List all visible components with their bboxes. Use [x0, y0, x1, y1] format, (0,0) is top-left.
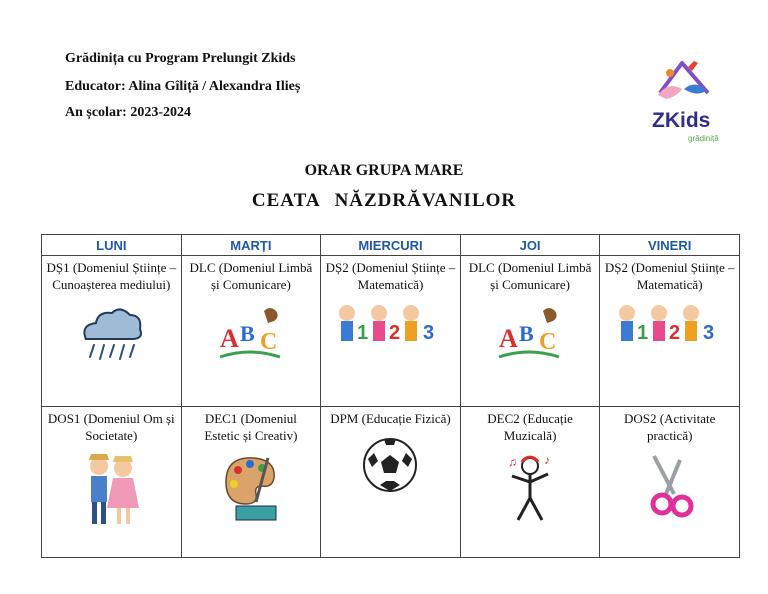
- cell-luni-1: [42, 256, 182, 407]
- cell-luni-2: [42, 407, 182, 558]
- school-year-value: 2023-2024: [130, 105, 191, 120]
- day-header-luni: LUNI: [42, 235, 182, 256]
- cell-joi-2: [460, 407, 600, 558]
- activity-label: DȘ1 (Domeniul Științe – Cunoașterea mediului): [46, 260, 177, 292]
- soccer-ball-icon: [360, 435, 420, 495]
- svg-text:A: A: [219, 324, 239, 353]
- cell-miercuri-2: [321, 407, 461, 558]
- activity-label: DLC (Domeniul Limbă și Comunicare): [189, 260, 313, 292]
- svg-text:1: 1: [636, 322, 648, 344]
- day-header-marti: MARȚI: [181, 235, 321, 256]
- activity-label: DLC (Domeniul Limbă și Comunicare): [468, 260, 592, 292]
- subtitle-word-1: CEATA: [251, 190, 321, 211]
- page-title: ORAR GRUPA MARE: [304, 162, 464, 179]
- abc-letters-icon: [495, 301, 565, 365]
- kids-numbers-icon: [335, 301, 445, 357]
- kindergarten-name: Grădinița cu Program Prelungit Zkids: [65, 51, 296, 66]
- day-header-joi: JOI: [460, 235, 600, 256]
- days-header-row: [42, 235, 740, 256]
- school-year-label: An școlar:: [65, 105, 127, 120]
- activity-label: DEC2 (Educație Muzicală): [487, 411, 573, 443]
- activity-label: DEC1 (Domeniul Estetic și Creativ): [204, 411, 298, 443]
- svg-text:2: 2: [668, 322, 680, 344]
- paint-palette-icon: [216, 452, 286, 524]
- cell-marti-2: [181, 407, 321, 558]
- activity-label: DOS2 (Activitate practică): [624, 411, 716, 443]
- svg-text:2: 2: [389, 322, 401, 344]
- cell-joi-1: [460, 256, 600, 407]
- schedule-table: [41, 234, 740, 558]
- day-header-miercuri: MIERCURI: [321, 235, 461, 256]
- activity-label: DȘ2 (Domeniul Științe – Matematică): [604, 260, 735, 292]
- schedule-row-1: [42, 256, 740, 407]
- educator-line: Educator: Alina Gîliță / Alexandra Ilieș: [65, 79, 301, 94]
- activity-label: DOS1 (Domeniul Om și Societate): [47, 411, 175, 443]
- kids-numbers-icon: [615, 301, 725, 357]
- svg-text:C: C: [539, 329, 557, 355]
- subtitle-word-2: NĂZDRĂVANILOR: [334, 190, 517, 211]
- logo-subtext: grădiniță: [688, 134, 719, 143]
- zkids-logo: [648, 55, 720, 151]
- school-year-line: [65, 105, 191, 121]
- abc-letters-icon: [216, 301, 286, 365]
- svg-text:B: B: [239, 321, 255, 346]
- cell-marti-1: [181, 256, 321, 407]
- scissors-icon: [640, 452, 700, 522]
- activity-label: DPM (Educație Fizică): [330, 411, 451, 426]
- schedule-row-2: [42, 407, 740, 558]
- svg-text:C: C: [259, 329, 278, 355]
- svg-text:♫: ♫: [508, 455, 518, 469]
- svg-text:♪: ♪: [544, 453, 551, 467]
- cell-vineri-2: [600, 407, 740, 558]
- svg-text:3: 3: [423, 322, 435, 344]
- logo-text: ZKids: [652, 109, 711, 132]
- two-kids-icon: [81, 452, 141, 532]
- day-header-vineri: VINERI: [600, 235, 740, 256]
- page-subtitle: [0, 190, 768, 212]
- cell-miercuri-1: [321, 256, 461, 407]
- rain-cloud-icon: [76, 301, 146, 371]
- dancing-figure-icon: [500, 452, 560, 526]
- activity-label: DȘ2 (Domeniul Științe – Matematică): [325, 260, 456, 292]
- svg-text:1: 1: [357, 322, 369, 344]
- svg-text:A: A: [499, 324, 518, 353]
- svg-text:B: B: [519, 321, 534, 346]
- svg-text:3: 3: [702, 322, 714, 344]
- cell-vineri-1: [600, 256, 740, 407]
